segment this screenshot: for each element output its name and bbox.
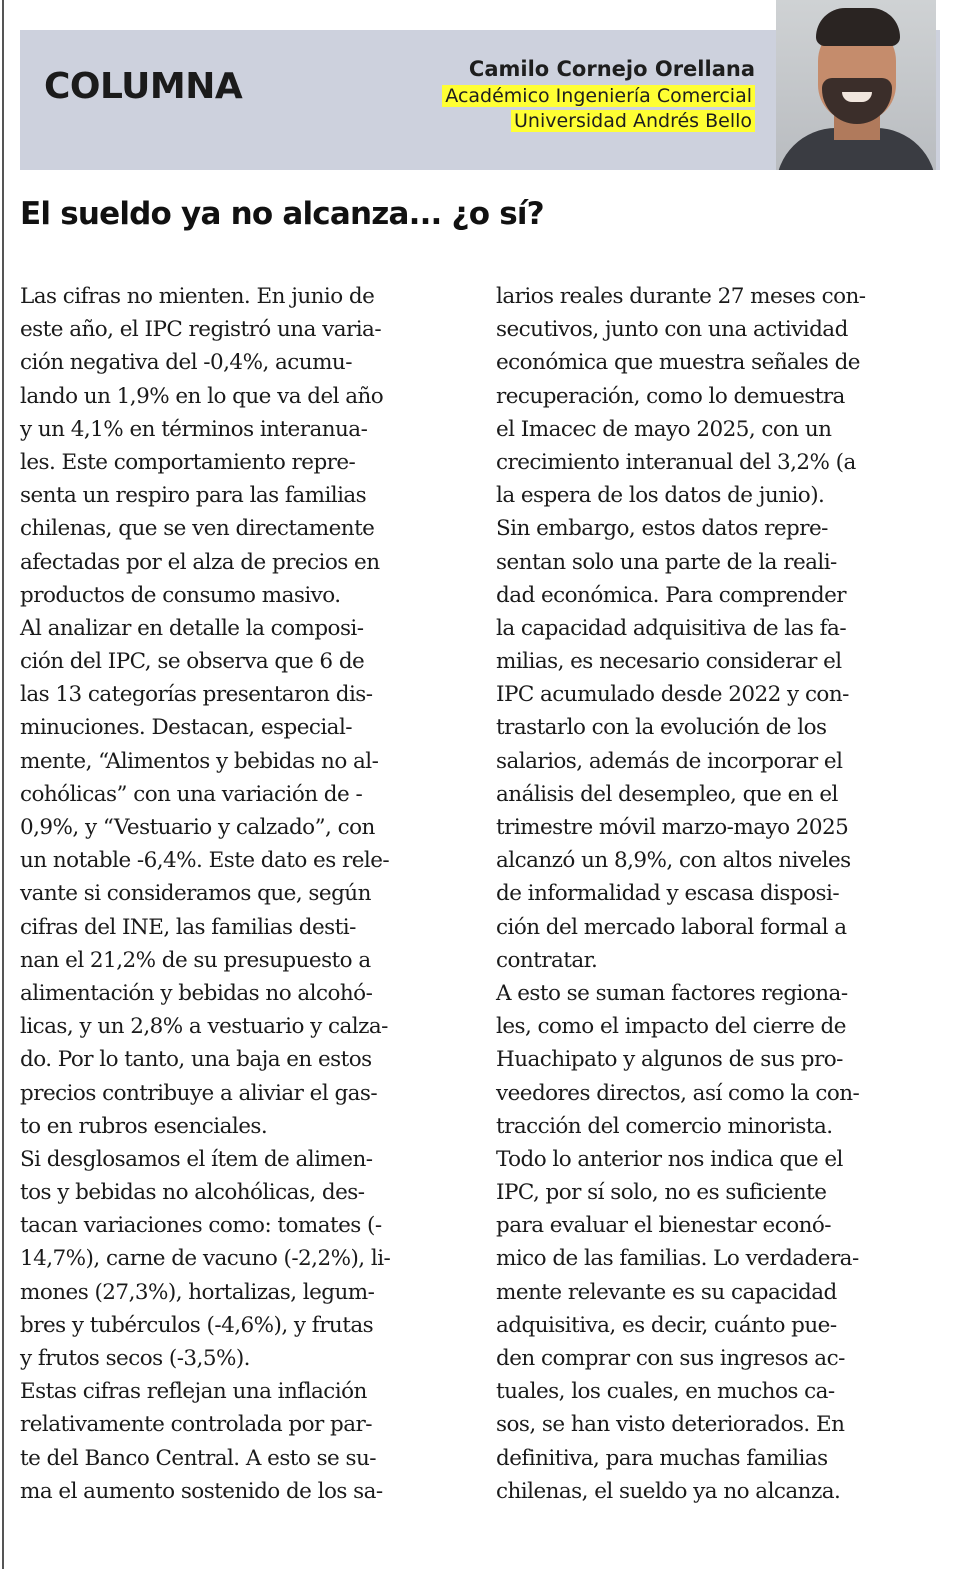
- article-text-line: IPC acumulado desde 2022 y con-: [496, 682, 849, 708]
- article-text-line: y un 4,1% en términos interanua-: [20, 416, 368, 442]
- section-label: COLUMNA: [44, 66, 243, 107]
- article-text-line: trastarlo con la evolución de los: [496, 715, 827, 741]
- article-text-line: relativamente controlada por par-: [20, 1412, 372, 1438]
- article-text-line: y frutos secos (-3,5%).: [20, 1346, 250, 1371]
- article-text-line: cifras del INE, las familias desti-: [20, 914, 356, 940]
- article-text-line: el Imacec de mayo 2025, con un: [496, 416, 832, 442]
- article-text-line: Estas cifras reflejan una inflación: [20, 1379, 367, 1405]
- article-text-line: afectadas por el alza de precios en: [20, 549, 380, 575]
- article-text-line: mente relevante es su capacidad: [496, 1279, 837, 1305]
- article-column-right: [496, 280, 941, 1508]
- article-text-line: vante si consideramos que, según: [20, 881, 371, 907]
- article-text-line: mones (27,3%), hortalizas, legum-: [20, 1279, 375, 1305]
- article-text-line: larios reales durante 27 meses con-: [496, 284, 866, 309]
- article-text-line: adquisitiva, es decir, cuánto pue-: [496, 1312, 837, 1338]
- article-text-line: Todo lo anterior nos indica que el: [496, 1146, 843, 1172]
- author-role-title: [442, 84, 755, 109]
- article-text-line: mico de las familias. Lo verdadera-: [496, 1246, 859, 1272]
- article-text-line: to en rubros esenciales.: [20, 1113, 268, 1139]
- article-text-line: licas, y un 2,8% a vestuario y calza-: [20, 1014, 388, 1040]
- article-text-line: bres y tubérculos (-4,6%), y frutas: [20, 1312, 374, 1338]
- author-photo: [776, 0, 936, 170]
- article-text-line: análisis del desempleo, que en el: [496, 781, 838, 807]
- article-text-line: precios contribuye a aliviar el gas-: [20, 1080, 378, 1106]
- article-text-line: veedores directos, así como la con-: [496, 1080, 860, 1106]
- article-text-line: les, como el impacto del cierre de: [496, 1014, 846, 1040]
- article-text-line: Si desglosamos el ítem de alimen-: [20, 1146, 373, 1172]
- author-byline: [442, 54, 755, 134]
- article-text-line: lando un 1,9% en lo que va del año: [20, 383, 384, 409]
- article-text-line: ción del IPC, se observa que 6 de: [20, 649, 365, 675]
- article-text-line: A esto se suman factores regiona-: [496, 980, 848, 1006]
- article-text-line: un notable -6,4%. Este dato es rele-: [20, 848, 390, 874]
- article-text-line: Huachipato y algunos de sus pro-: [496, 1047, 843, 1073]
- article-text-line: la capacidad adquisitiva de las fa-: [496, 615, 847, 641]
- article-text-line: Las cifras no mienten. En junio de: [20, 284, 375, 309]
- article-text-line: la espera de los datos de junio).: [496, 483, 825, 509]
- page-left-rule: [2, 0, 4, 1569]
- article-column-left: [20, 280, 465, 1508]
- author-role-title-text: Académico Ingeniería Comercial: [442, 85, 755, 107]
- article-text-line: chilenas, el sueldo ya no alcanza.: [496, 1478, 841, 1504]
- article-text-line: les. Este comportamiento repre-: [20, 449, 356, 475]
- article-text-line: salarios, además de incorporar el: [496, 748, 843, 774]
- article-text-line: crecimiento interanual del 3,2% (a: [496, 449, 856, 475]
- article-text-line: ma el aumento sostenido de los sa-: [20, 1478, 383, 1504]
- article-text-line: 0,9%, y “Vestuario y calzado”, con: [20, 815, 375, 840]
- article-text-line: 14,7%), carne de vacuno (-2,2%), li-: [20, 1246, 391, 1272]
- author-affiliation-text: Universidad Andrés Bello: [511, 110, 755, 132]
- article-text-line: sos, se han visto deteriorados. En: [496, 1412, 845, 1438]
- author-affiliation: [442, 109, 755, 134]
- article-text-line: de informalidad y escasa disposi-: [496, 881, 840, 907]
- article-text-line: te del Banco Central. A esto se su-: [20, 1445, 377, 1471]
- article-text-line: tuales, los cuales, en muchos ca-: [496, 1379, 835, 1405]
- article-text-line: trimestre móvil marzo-mayo 2025: [496, 815, 849, 840]
- article-text-line: contratar.: [496, 947, 598, 973]
- article-text-line: tos y bebidas no alcohólicas, des-: [20, 1180, 365, 1206]
- article-text-line: secutivos, junto con una actividad: [496, 317, 848, 343]
- article-text-line: productos de consumo masivo.: [20, 582, 341, 608]
- article-text-line: Sin embargo, estos datos repre-: [496, 516, 828, 542]
- article-text-line: recuperación, como lo demuestra: [496, 383, 845, 409]
- article-text-line: ción negativa del -0,4%, acumu-: [20, 350, 352, 376]
- article-text-line: ción del mercado laboral formal a: [496, 914, 847, 940]
- article-text-line: dad económica. Para comprender: [496, 582, 846, 608]
- article-text-line: tacan variaciones como: tomates (-: [20, 1213, 382, 1239]
- article-text-line: económica que muestra señales de: [496, 350, 860, 376]
- article-text-line: alcanzó un 8,9%, con altos niveles: [496, 848, 851, 874]
- article-text-line: IPC, por sí solo, no es suficiente: [496, 1180, 827, 1206]
- article-text-line: den comprar con sus ingresos ac-: [496, 1346, 845, 1371]
- article-text-line: senta un respiro para las familias: [20, 483, 367, 509]
- article-text-line: chilenas, que se ven directamente: [20, 516, 375, 542]
- article-text-line: sentan solo una parte de la reali-: [496, 549, 837, 575]
- article-text-line: milias, es necesario considerar el: [496, 649, 842, 675]
- article-text-line: do. Por lo tanto, una baja en estos: [20, 1047, 372, 1073]
- article-text-line: para evaluar el bienestar econó-: [496, 1213, 831, 1239]
- article-text-line: cohólicas” con una variación de -: [20, 781, 363, 807]
- article-text-line: las 13 categorías presentaron dis-: [20, 682, 373, 708]
- article-headline: El sueldo ya no alcanza... ¿o sí?: [20, 196, 544, 232]
- article-text-line: mente, “Alimentos y bebidas no al-: [20, 748, 379, 774]
- author-name: Camilo Cornejo Orellana: [468, 57, 755, 81]
- article-text-line: definitiva, para muchas familias: [496, 1445, 828, 1471]
- article-text-line: tracción del comercio minorista.: [496, 1113, 833, 1139]
- article-text-line: minuciones. Destacan, especial-: [20, 715, 352, 741]
- article-text-line: nan el 21,2% de su presupuesto a: [20, 947, 371, 973]
- article-text-line: este año, el IPC registró una varia-: [20, 317, 382, 343]
- article-text-line: Al analizar en detalle la composi-: [20, 615, 364, 641]
- article-text-line: alimentación y bebidas no alcohó-: [20, 980, 373, 1006]
